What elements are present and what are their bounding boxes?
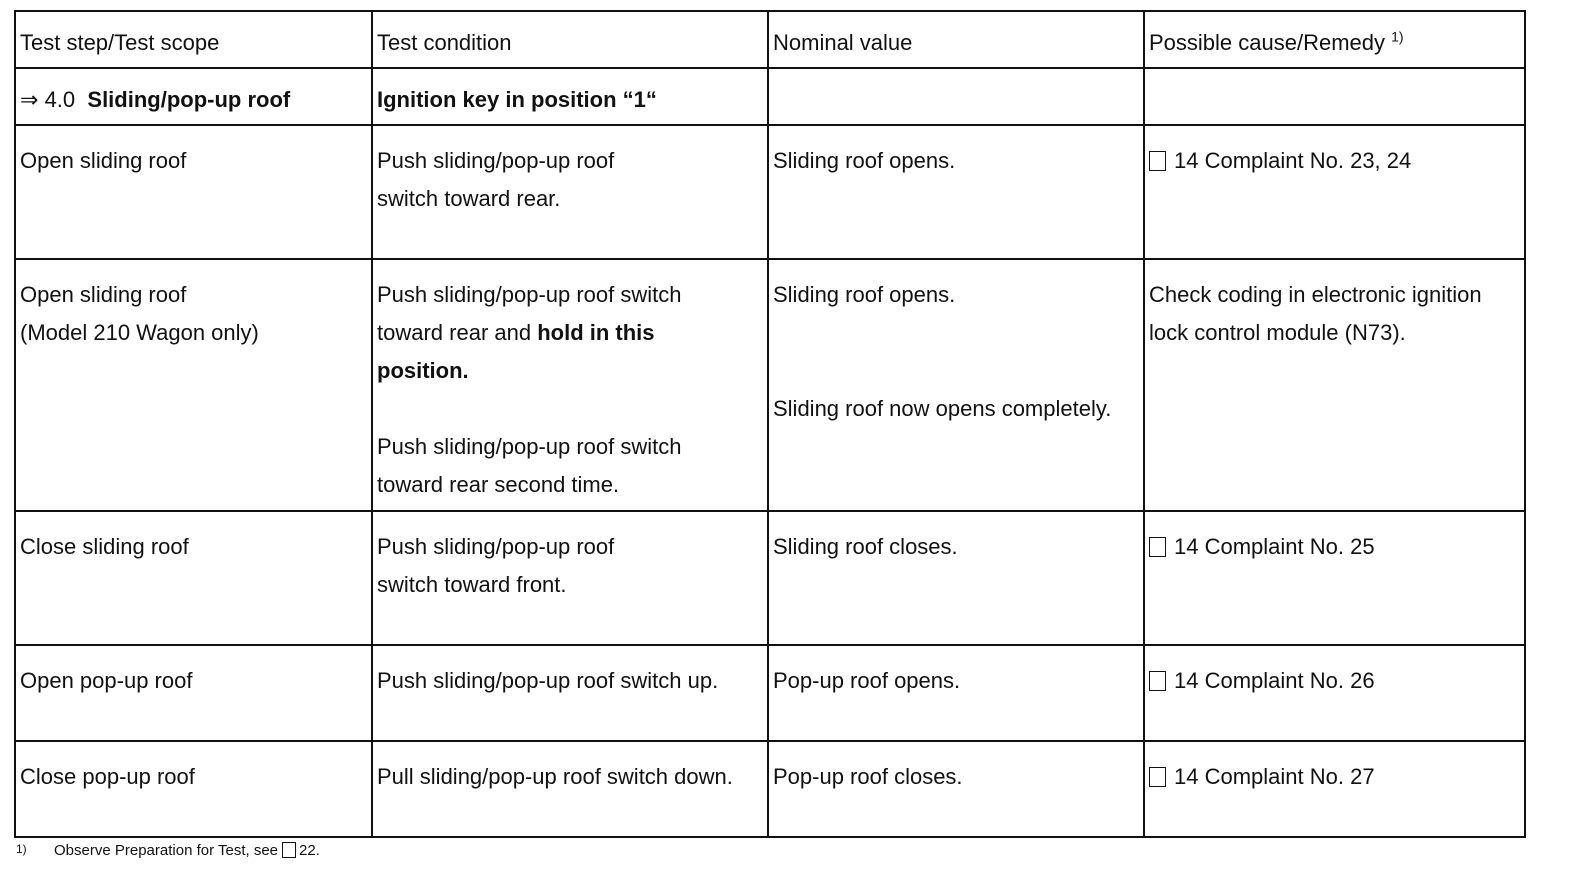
header-possible-cause-label: Possible cause/Remedy	[1149, 30, 1386, 55]
document-reference-icon	[1149, 767, 1166, 787]
footnote-mark: 1)	[1391, 28, 1404, 45]
table-row	[15, 259, 1525, 511]
header-test-condition: Test condition	[372, 11, 768, 68]
document-reference-icon	[1149, 671, 1166, 691]
row-scope: Close pop-up roof	[20, 764, 195, 789]
row-scope: Close sliding roof	[20, 534, 189, 559]
row-condition: Push sliding/pop-up roof switch up.	[377, 668, 719, 693]
header-possible-cause	[1144, 11, 1525, 68]
row-condition: Push sliding/pop-up roof switch toward front.	[377, 534, 615, 597]
table-header-row	[15, 11, 1525, 68]
row-nominal: Sliding roof opens.	[773, 148, 956, 173]
row-remedy-ref: 14 Complaint No. 27	[1174, 764, 1375, 789]
row-condition: Push sliding/pop-up roof switch toward rear.	[377, 148, 615, 211]
table-row	[15, 125, 1525, 259]
section-title: Sliding/pop-up roof	[87, 87, 291, 112]
row-remedy: Check coding in electronic ignition lock control module (N73).	[1149, 282, 1482, 345]
row-scope: Open pop-up roof	[20, 668, 193, 693]
row-nominal: Pop-up roof opens.	[773, 668, 961, 693]
header-nominal-value: Nominal value	[768, 11, 1144, 68]
document-reference-icon	[1149, 151, 1166, 171]
row-condition-b: Push sliding/pop-up roof switch toward rear second time.	[377, 434, 682, 497]
row-nominal-b: Sliding roof now opens completely.	[773, 396, 1112, 421]
condition-a-text: Push sliding/pop-up roof switch toward rear and	[377, 282, 682, 345]
table-row	[15, 511, 1525, 645]
document-reference-icon	[1149, 537, 1166, 557]
row-nominal-a: Sliding roof opens.	[773, 282, 956, 307]
section-scope-cell	[15, 68, 372, 125]
footnote-mark: 1)	[16, 842, 27, 856]
footnote-text: Observe Preparation for Test, see	[54, 842, 279, 859]
arrow-icon: ⇒	[20, 87, 39, 112]
table-row	[15, 645, 1525, 741]
section-nominal-cell	[768, 68, 1144, 125]
row-scope: Open sliding roof	[20, 148, 187, 173]
row-remedy-ref: 14 Complaint No. 25	[1174, 534, 1375, 559]
footnote-ref: 22.	[299, 842, 320, 859]
section-step-number: 4.0	[44, 87, 76, 112]
row-scope: Open sliding roof	[20, 282, 187, 307]
condition-a-emphasis: hold in this position.	[377, 320, 655, 383]
row-remedy-ref: 14 Complaint No. 26	[1174, 668, 1375, 693]
section-remedy-cell	[1144, 68, 1525, 125]
diagnostic-test-table	[14, 10, 1526, 838]
section-row	[15, 68, 1525, 125]
row-nominal: Pop-up roof closes.	[773, 764, 963, 789]
row-scope-note: (Model 210 Wagon only)	[20, 320, 259, 345]
row-nominal: Sliding roof closes.	[773, 534, 958, 559]
header-test-step: Test step/Test scope	[15, 11, 372, 68]
row-condition: Pull sliding/pop-up roof switch down.	[377, 764, 733, 789]
row-condition-a	[377, 276, 747, 390]
table-row	[15, 741, 1525, 837]
section-condition-cell	[372, 68, 768, 125]
footnote	[16, 842, 320, 859]
section-condition: Ignition key in position “1“	[377, 87, 657, 112]
document-reference-icon	[282, 842, 296, 858]
row-remedy-ref: 14 Complaint No. 23, 24	[1174, 148, 1412, 173]
